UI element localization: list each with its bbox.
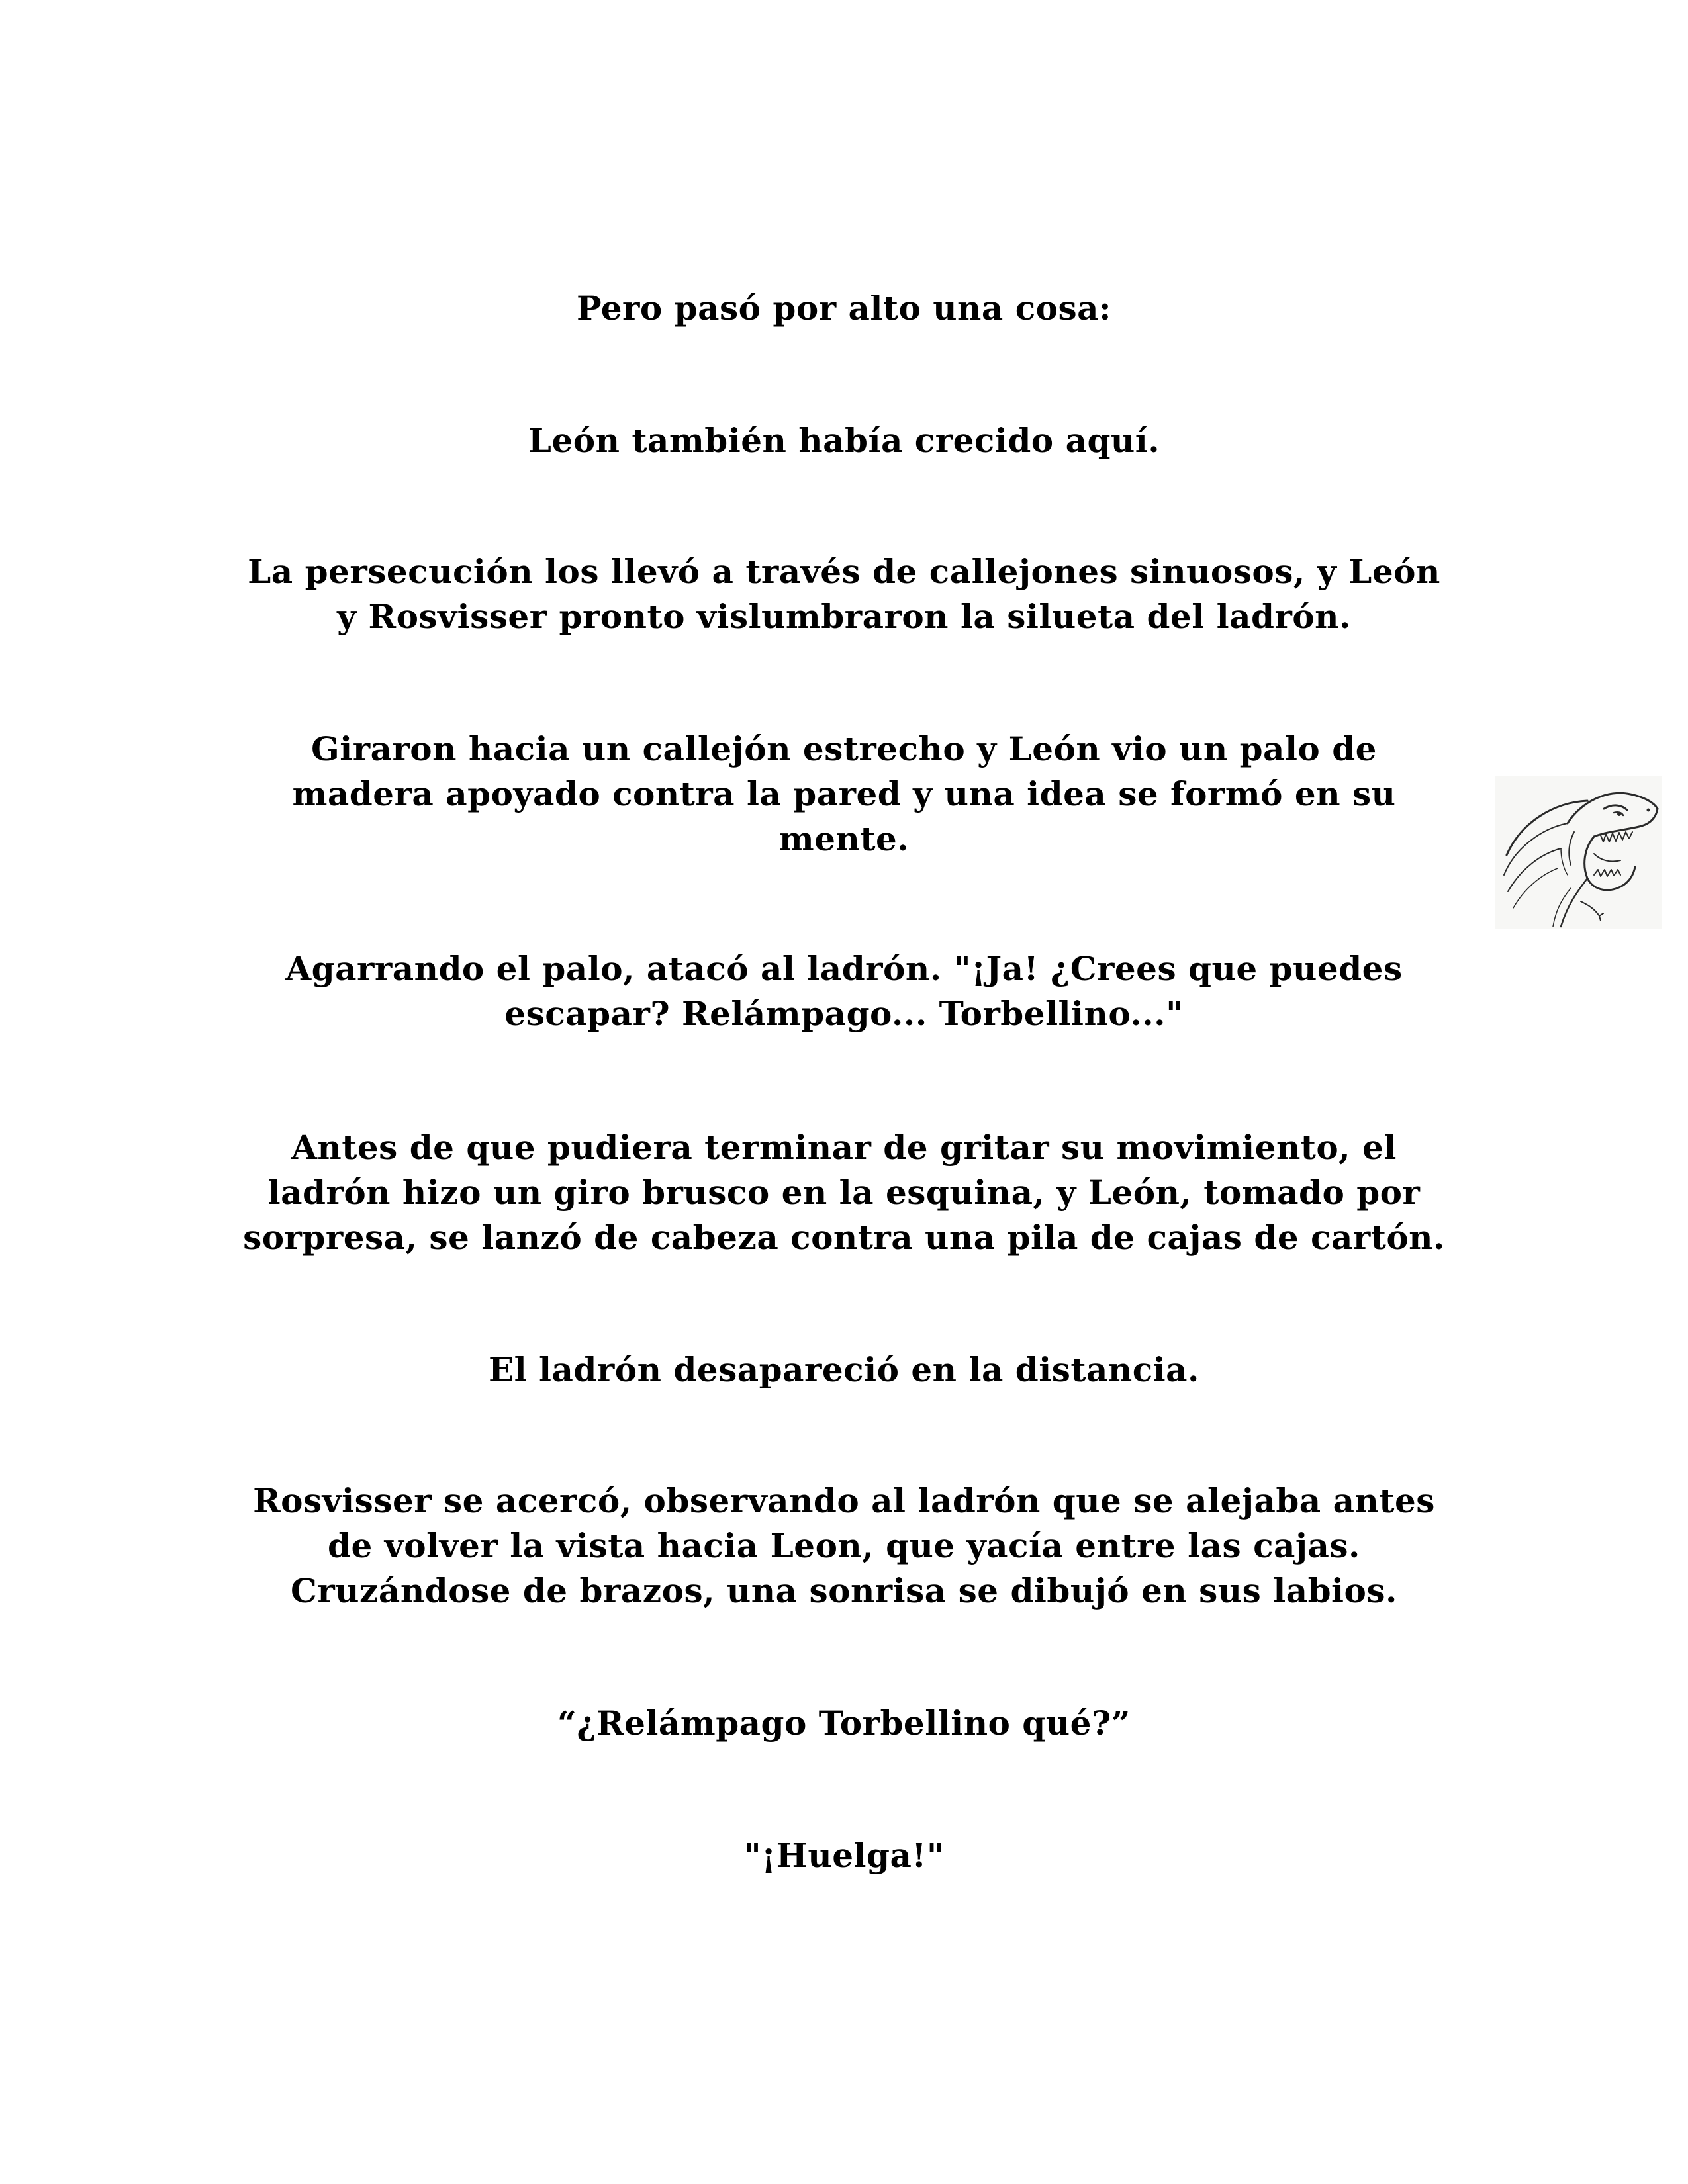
paragraph-9: “¿Relámpago Torbellino qué?” xyxy=(557,1704,1131,1743)
paragraph-1: Pero pasó por alto una cosa: xyxy=(576,289,1112,328)
paragraph-3: La persecución los llevó a través de callejones sinuosos, y León y Rosvisser pronto vislumbraron la silueta del ladrón. xyxy=(248,552,1440,636)
paragraph-10: "¡Huelga!" xyxy=(743,1836,945,1875)
paragraph-5: Agarrando el palo, atacó al ladrón. "¡Ja! ¿Crees que puedes escapar? Relámpago... Torbellino..." xyxy=(285,949,1403,1033)
paragraph-7: El ladrón desapareció en la distancia. xyxy=(489,1350,1199,1389)
paragraph-2: León también había crecido aquí. xyxy=(528,421,1160,460)
paragraph-8: Rosvisser se acercó, observando al ladrón que se alejaba antes de volver la vista hacia Leon, que yacía entre las cajas. Cruzándose de brazos, una sonrisa se dibujó en sus labios. xyxy=(253,1481,1435,1610)
dinosaur-sketch-icon xyxy=(1495,776,1662,929)
paragraph-4: Giraron hacia un callejón estrecho y León vio un palo de madera apoyado contra la pared y una idea se formó en su mente. xyxy=(292,729,1396,858)
paragraph-6: Antes de que pudiera terminar de gritar su movimiento, el ladrón hizo un giro brusco en la esquina, y León, tomado por sorpresa, se lanzó de cabeza contra una pila de cajas de cartón. xyxy=(243,1128,1445,1257)
